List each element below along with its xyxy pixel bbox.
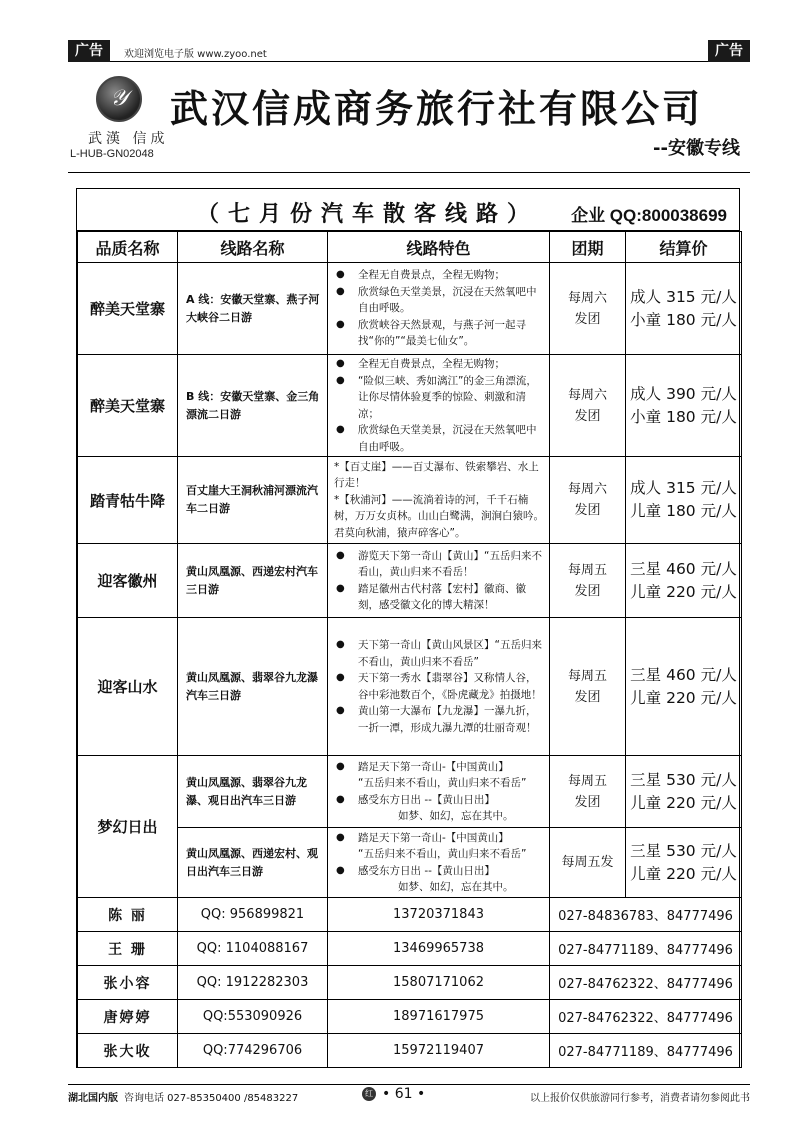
bullet-icon: ●: [336, 269, 345, 281]
contact-row: [78, 898, 742, 932]
route-grade: 醉美天堂寨: [78, 263, 178, 355]
feature-item: ● 踏足天下第一奇山-【中国黄山】: [334, 830, 545, 847]
route-table: [77, 231, 742, 1068]
feature-item: ● 黄山第一大瀑布【九龙瀑】一瀑九折，一折一潭，形成九瀑九潭的壮丽奇观！: [334, 703, 545, 736]
bullet-icon: ●: [336, 705, 345, 716]
table-banner: [77, 189, 739, 231]
contact-name: 王 珊: [78, 932, 178, 966]
feature-item: ● “险似三峡、秀如漓江”的金三角漂流，让你尽情体验夏季的惊险、刺激和清凉；: [334, 373, 545, 423]
contact-tel: 027-84762322、84777496: [550, 966, 742, 1000]
feature-item: ● 踏足徽州古代村落【宏村】徽商、徽刻，感受徽文化的博大精深！: [334, 581, 545, 614]
contact-qq: QQ: 956899821: [178, 898, 328, 932]
contact-mobile: 15807171062: [328, 966, 550, 1000]
feature-item: ● 全程无自费景点，全程无购物；: [334, 356, 545, 373]
feature-item: ● 天下第一奇山【黄山风景区】“五岳归来不看山，黄山归来不看岳”: [334, 637, 545, 670]
table-row: [78, 618, 742, 756]
bullet-icon: ●: [336, 374, 345, 386]
company-logo-icon: [96, 76, 142, 122]
feature-item: ● 感受东方日出 --【黄山日出】: [334, 792, 545, 809]
feature-item: ● 全程无自费景点，全程无购物；: [334, 267, 545, 284]
col-period: 团期: [550, 232, 626, 263]
contact-name: 张大收: [78, 1034, 178, 1068]
route-price: 三星 460 元/人 儿童 220 元/人: [626, 544, 742, 618]
table-row: [78, 457, 742, 544]
bullet-icon: ●: [336, 639, 345, 650]
route-features: [328, 544, 550, 618]
route-name: 百丈崖大王洞秋浦河漂流汽车二日游: [178, 457, 328, 544]
footer-left: [68, 1089, 298, 1104]
ad-tag-left: 广告: [68, 40, 110, 62]
bullet-icon: ●: [336, 424, 345, 435]
feature-item: 如梦、如幻，忘在其中。: [398, 881, 514, 893]
route-period: 每周六 发团: [550, 263, 626, 355]
route-price: 三星 460 元/人 儿童 220 元/人: [626, 618, 742, 756]
contact-tel: 027-84762322、84777496: [550, 1000, 742, 1034]
feature-item: *【百丈崖】——百丈瀑布、铁索攀岩、水上行走！: [334, 460, 539, 490]
col-route: 线路名称: [178, 232, 328, 263]
bullet-icon: ●: [336, 549, 345, 561]
bullet-icon: ●: [336, 582, 345, 594]
contact-name: 陈 丽: [78, 898, 178, 932]
contact-mobile: 18971617975: [328, 1000, 550, 1034]
route-name: 黄山凤凰源、翡翠谷九龙瀑汽车三日游: [178, 618, 328, 756]
table-row: [78, 263, 742, 355]
bullet-icon: ●: [336, 864, 345, 876]
feature-item: *【秋浦河】——流淌着诗的河，千千石楠树，万万女贞林。山山白鹭满，涧涧白猿吟。君莫向秋浦，猿声碎客心”。: [334, 493, 544, 539]
table-row: [78, 756, 742, 828]
route-grade: 迎客徽州: [78, 544, 178, 618]
route-period: 每周五发: [550, 828, 626, 898]
feature-item: ● 欣赏绿色天堂美景，沉浸在天然氧吧中自由呼吸。: [334, 284, 545, 317]
route-grade: 踏青牯牛降: [78, 457, 178, 544]
route-period: 每周五 发团: [550, 544, 626, 618]
ad-tag-right: 广告: [708, 40, 750, 62]
contact-row: [78, 932, 742, 966]
logo-mark: 𝒴: [110, 86, 128, 111]
page-number-text: • 61 •: [382, 1086, 426, 1102]
contact-tel: 027-84836783、84777496: [550, 898, 742, 932]
route-period: 每周六 发团: [550, 457, 626, 544]
route-name: B 线：安徽天堂寨、金三角漂流二日游: [178, 355, 328, 457]
contact-mobile: 15972119407: [328, 1034, 550, 1068]
contact-name: 唐婷婷: [78, 1000, 178, 1034]
contact-row: [78, 1034, 742, 1068]
feature-item: “五岳归来不看山，黄山归来不看岳”: [358, 777, 527, 789]
bullet-icon: ●: [336, 760, 345, 772]
route-price: 成人 390 元/人 小童 180 元/人: [626, 355, 742, 457]
route-price: 成人 315 元/人 小童 180 元/人: [626, 263, 742, 355]
feature-item: ● 欣赏绿色天堂美景，沉浸在天然氧吧中自由呼吸。: [334, 422, 545, 455]
header-divider: [68, 172, 750, 173]
route-price: 三星 530 元/人 儿童 220 元/人: [626, 756, 742, 828]
bullet-icon: ●: [336, 793, 345, 805]
feature-item: ● 游览天下第一奇山【黄山】“五岳归来不看山，黄山归来不看岳！: [334, 548, 545, 581]
bullet-icon: ●: [336, 285, 345, 297]
col-price: 结算价: [626, 232, 742, 263]
page-number: [362, 1086, 425, 1102]
footer-consult: 咨询电话 027-85350400 /85483227: [124, 1093, 299, 1104]
logo-chinese-text: 武漢 信成: [88, 131, 169, 147]
line-subtitle: --安徽专线: [653, 138, 740, 159]
feature-item: “五岳归来不看山，黄山归来不看岳”: [358, 848, 527, 860]
feature-item: ● 感受东方日出 --【黄山日出】: [334, 863, 545, 880]
col-features: 线路特色: [328, 232, 550, 263]
table-header-row: [78, 232, 742, 263]
feature-item: 如梦、如幻，忘在其中。: [398, 810, 514, 822]
route-price: 成人 315 元/人 儿童 180 元/人: [626, 457, 742, 544]
contact-tel: 027-84771189、84777496: [550, 932, 742, 966]
contact-tel: 027-84771189、84777496: [550, 1034, 742, 1068]
route-table-frame: [76, 188, 740, 1068]
banner-title: （七月份汽车散客线路）: [197, 202, 539, 227]
contact-mobile: 13720371843: [328, 898, 550, 932]
enterprise-qq: 企业 QQ:800038699: [571, 206, 727, 225]
route-grade: 迎客山水: [78, 618, 178, 756]
route-price: 三星 530 元/人 儿童 220 元/人: [626, 828, 742, 898]
bullet-icon: ●: [336, 318, 345, 330]
table-row: [78, 355, 742, 457]
footer-notice: 以上报价仅供旅游同行参考，消费者请勿参阅此书: [530, 1093, 750, 1104]
feature-item: ● 天下第一秀水【翡翠谷】又称情人谷，谷中彩池数百个，《卧虎藏龙》拍摄地！: [334, 670, 545, 703]
page-badge-icon: 红: [362, 1087, 376, 1101]
route-grade: 醉美天堂寨: [78, 355, 178, 457]
feature-item: ● 欣赏峡谷天然景观，与燕子河一起寻找“你的”“最美七仙女”。: [334, 317, 545, 350]
feature-item: ● 踏足天下第一奇山-【中国黄山】: [334, 759, 545, 776]
route-period: 每周五 发团: [550, 756, 626, 828]
contact-qq: QQ:774296706: [178, 1034, 328, 1068]
contact-mobile: 13469965738: [328, 932, 550, 966]
contact-qq: QQ: 1912282303: [178, 966, 328, 1000]
col-grade: 品质名称: [78, 232, 178, 263]
route-period: 每周五 发团: [550, 618, 626, 756]
bullet-icon: ●: [336, 358, 345, 369]
company-name: 武汉信成商务旅行社有限公司: [170, 86, 704, 131]
route-features: [328, 457, 550, 544]
contact-row: [78, 1000, 742, 1034]
table-row: [78, 828, 742, 898]
contact-qq: QQ:553090926: [178, 1000, 328, 1034]
bullet-icon: ●: [336, 831, 345, 843]
route-period: 每周六 发团: [550, 355, 626, 457]
route-grade: 梦幻日出: [78, 756, 178, 898]
contact-name: 张小容: [78, 966, 178, 1000]
route-name: A 线：安徽天堂寨、燕子河大峡谷二日游: [178, 263, 328, 355]
welcome-text: 欢迎浏览电子版 www.zyoo.net: [124, 49, 267, 60]
table-row: [78, 544, 742, 618]
route-features: [328, 618, 550, 756]
top-bar: [68, 40, 750, 62]
bullet-icon: ●: [336, 672, 345, 683]
contact-qq: QQ: 1104088167: [178, 932, 328, 966]
route-name: 黄山凤凰源、西递宏村汽车三日游: [178, 544, 328, 618]
route-features: [328, 263, 550, 355]
license-code: L-HUB-GN02048: [70, 148, 154, 160]
route-name: 黄山凤凰源、翡翠谷九龙瀑、观日出汽车三日游: [178, 756, 328, 828]
footer-section: 湖北国内版: [68, 1093, 118, 1104]
route-features: [328, 828, 550, 898]
route-features: [328, 756, 550, 828]
route-name: 黄山凤凰源、西递宏村、观日出汽车三日游: [178, 828, 328, 898]
footer-divider: [68, 1084, 750, 1085]
route-features: [328, 355, 550, 457]
contact-row: [78, 966, 742, 1000]
